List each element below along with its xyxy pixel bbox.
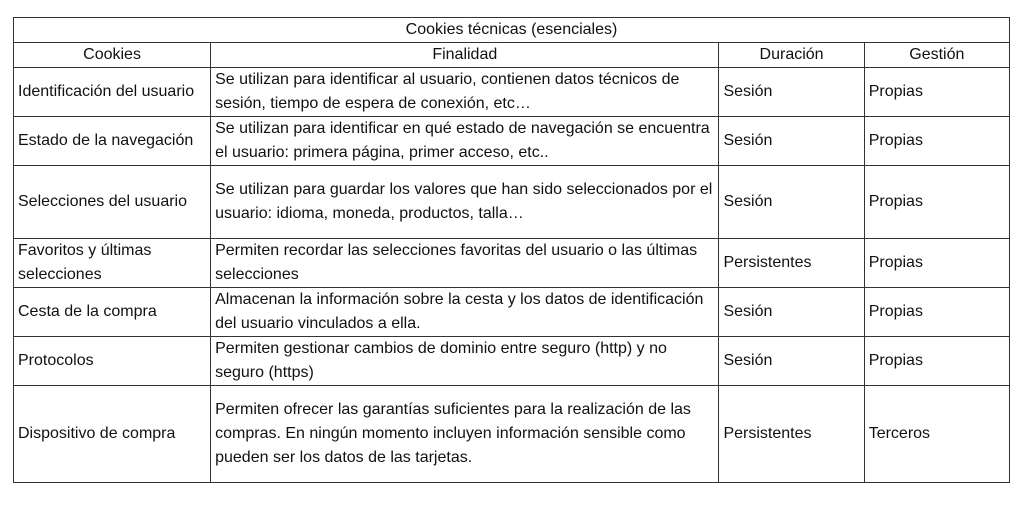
gestion-cell: Propias — [864, 288, 1009, 337]
gestion-cell: Propias — [864, 68, 1009, 117]
cookie-name-cell: Estado de la navegación — [14, 117, 211, 166]
cookie-name-cell: Cesta de la compra — [14, 288, 211, 337]
finalidad-cell: Se utilizan para identificar en qué estado de navegación se encuentra el usuario: primera página, primer acceso, etc.. — [211, 117, 719, 166]
finalidad-cell: Permiten recordar las selecciones favoritas del usuario o las últimas selecciones — [211, 239, 719, 288]
duracion-cell: Persistentes — [719, 239, 864, 288]
finalidad-cell: Se utilizan para identificar al usuario, contienen datos técnicos de sesión, tiempo de espera de conexión, etc… — [211, 68, 719, 117]
table-row — [14, 386, 1010, 483]
duracion-cell: Persistentes — [719, 386, 864, 483]
cookie-name-cell: Protocolos — [14, 337, 211, 386]
table-title: Cookies técnicas (esenciales) — [14, 18, 1010, 43]
table-title-row — [14, 18, 1010, 43]
duracion-cell: Sesión — [719, 117, 864, 166]
table-row — [14, 68, 1010, 117]
duracion-cell: Sesión — [719, 68, 864, 117]
finalidad-cell: Permiten gestionar cambios de dominio entre seguro (http) y no seguro (https) — [211, 337, 719, 386]
table-row — [14, 117, 1010, 166]
gestion-cell: Propias — [864, 117, 1009, 166]
duracion-cell: Sesión — [719, 288, 864, 337]
table-row — [14, 239, 1010, 288]
gestion-cell: Terceros — [864, 386, 1009, 483]
header-duracion: Duración — [719, 43, 864, 68]
table-row — [14, 337, 1010, 386]
finalidad-cell: Se utilizan para guardar los valores que han sido seleccionados por el usuario: idioma, moneda, productos, talla… — [211, 166, 719, 239]
cookie-name-cell: Favoritos y últimas selecciones — [14, 239, 211, 288]
duracion-cell: Sesión — [719, 166, 864, 239]
gestion-cell: Propias — [864, 239, 1009, 288]
gestion-cell: Propias — [864, 337, 1009, 386]
table-header-row — [14, 43, 1010, 68]
cookie-name-cell: Identificación del usuario — [14, 68, 211, 117]
gestion-cell: Propias — [864, 166, 1009, 239]
cookie-name-cell: Selecciones del usuario — [14, 166, 211, 239]
header-gestion: Gestión — [864, 43, 1009, 68]
table-row — [14, 166, 1010, 239]
header-cookies: Cookies — [14, 43, 211, 68]
cookies-table — [13, 17, 1010, 483]
header-finalidad: Finalidad — [211, 43, 719, 68]
duracion-cell: Sesión — [719, 337, 864, 386]
table-row — [14, 288, 1010, 337]
cookie-name-cell: Dispositivo de compra — [14, 386, 211, 483]
finalidad-cell: Almacenan la información sobre la cesta y los datos de identificación del usuario vinculados a ella. — [211, 288, 719, 337]
finalidad-cell: Permiten ofrecer las garantías suficientes para la realización de las compras. En ningún momento incluyen información sensible como pueden ser los datos de las tarjetas. — [211, 386, 719, 483]
